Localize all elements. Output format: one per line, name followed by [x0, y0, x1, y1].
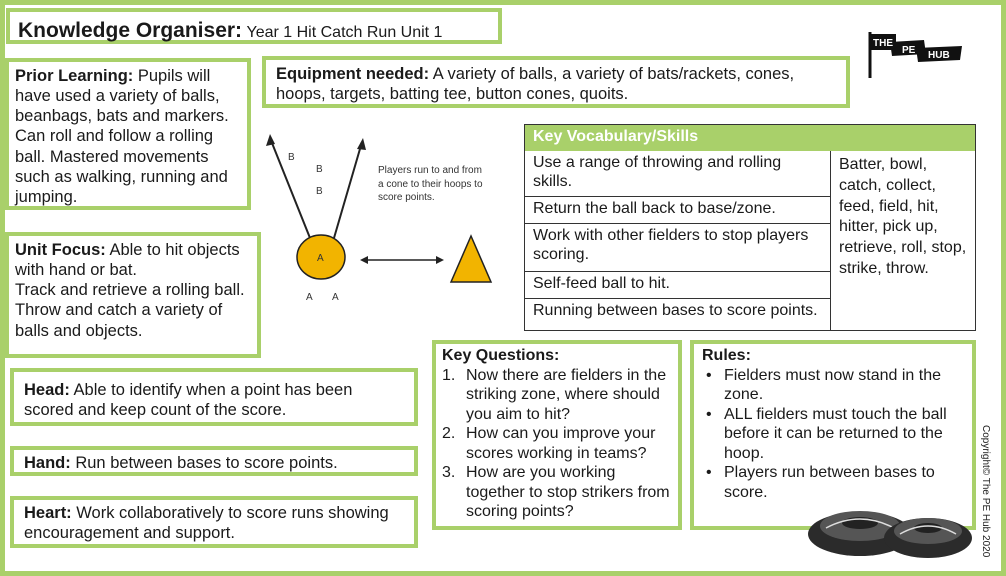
batter-a-right: A: [332, 292, 339, 303]
head-text: Able to identify when a point has been scored and keep count of the score.: [24, 381, 353, 420]
question-number: 1.: [442, 366, 456, 384]
pe-hub-logo: [866, 30, 966, 80]
copyright-text: Copyright© The PE Hub 2020: [980, 425, 991, 558]
question-item: [442, 463, 672, 522]
logo-word-hub: HUB: [928, 50, 950, 61]
skills-column: [525, 151, 831, 330]
prior-learning-box: [5, 58, 251, 210]
logo-word-the: THE: [873, 38, 893, 49]
heart-box: [10, 496, 418, 548]
rule-text: Players run between bases to score.: [724, 464, 935, 501]
cone-triangle: [451, 236, 491, 282]
hand-label: Hand:: [24, 454, 71, 472]
cones-icon: [800, 476, 975, 566]
flag-logo-icon: [866, 30, 966, 80]
vocabulary-words: Batter, bowl, catch, collect, feed, field, hit, hitter, pick up, retrieve, roll, stop, strike, throw.: [839, 156, 967, 277]
bullet-icon: •: [706, 366, 712, 384]
heart-label: Heart:: [24, 504, 72, 522]
head-label: Head:: [24, 381, 70, 399]
question-number: 3.: [442, 464, 456, 482]
skill-row: Work with other fielders to stop players scoring.: [525, 224, 830, 272]
unit-focus-box: [5, 232, 261, 358]
diagram-note: Players run to and from a cone to their hoops to score points.: [378, 165, 483, 203]
title-box: [6, 8, 502, 44]
skill-row: Return the ball back to base/zone.: [525, 197, 830, 224]
diagram-svg: [262, 120, 512, 330]
bullet-icon: •: [706, 464, 712, 482]
hit-line-right: [334, 142, 362, 238]
equipment-box: [262, 56, 850, 108]
unit-focus-line2: Track and retrieve a rolling ball.: [15, 281, 245, 300]
activity-diagram: [262, 120, 512, 330]
question-text: Now there are fielders in the striking zone, where should you aim to hit?: [466, 366, 667, 423]
question-number: 2.: [442, 425, 456, 443]
key-questions-box: [432, 340, 682, 530]
logo-word-pe: PE: [902, 45, 916, 56]
batter-a-left: A: [306, 292, 313, 303]
skill-row: Self-feed ball to hit.: [525, 272, 830, 299]
question-text: How are you working together to stop strikers from scoring points?: [466, 464, 670, 521]
cones-image: [800, 476, 975, 566]
copyright-text-wrap: [975, 425, 995, 565]
question-text: How can you improve your scores working in teams?: [466, 425, 656, 462]
prior-learning-text: Pupils will have used a variety of balls, beanbags, bats and markers. Can roll and follow a rolling ball. Mastered movements such as walking, running and jumping.: [15, 67, 229, 206]
key-questions-list: [442, 366, 672, 522]
vocabulary-table: [524, 124, 976, 331]
unit-focus-line3: Throw and catch a variety of balls and objects.: [15, 301, 223, 340]
prior-learning-label: Prior Learning:: [15, 67, 134, 85]
unit-focus-line1: Able to hit objects with hand or bat.: [15, 241, 240, 280]
fielder-b-3: B: [316, 186, 323, 197]
unit-focus-label: Unit Focus:: [15, 241, 106, 259]
run-arrow-right-head: [436, 256, 444, 264]
rules-label: Rules:: [702, 347, 751, 364]
equipment-label: Equipment needed:: [276, 65, 430, 83]
fielder-b-1: B: [288, 152, 295, 163]
rule-text: Fielders must now stand in the zone.: [724, 366, 941, 404]
bullet-icon: •: [706, 405, 712, 423]
run-arrow-left-head: [360, 256, 368, 264]
skill-row: Use a range of throwing and rolling skills.: [525, 151, 830, 197]
heart-text: Work collaboratively to score runs showing encouragement and support.: [24, 504, 389, 543]
arrowhead-left: [266, 134, 275, 146]
arrowhead-right: [357, 138, 366, 150]
hand-text: Run between bases to score points.: [75, 454, 338, 472]
question-item: [442, 366, 672, 425]
equipment-text: A variety of balls, a variety of bats/rackets, cones, hoops, targets, batting tee, button cones, quoits.: [276, 65, 795, 104]
fielder-b-2: B: [316, 164, 323, 175]
key-questions-label: Key Questions:: [442, 347, 560, 364]
head-box: [10, 368, 418, 426]
hand-box: [10, 446, 418, 476]
question-item: [442, 424, 672, 463]
batter-a-center: A: [317, 253, 324, 264]
rule-item: [702, 366, 964, 405]
vocabulary-header: Key Vocabulary/Skills: [525, 125, 975, 151]
rule-text: ALL fielders must touch the ball before it can be returned to the hoop.: [724, 405, 947, 462]
skill-row: Running between bases to score points.: [533, 302, 818, 319]
page-subtitle: Year 1 Hit Catch Run Unit 1: [246, 24, 443, 41]
rule-item: [702, 405, 964, 464]
page-title: Knowledge Organiser:: [18, 19, 243, 42]
